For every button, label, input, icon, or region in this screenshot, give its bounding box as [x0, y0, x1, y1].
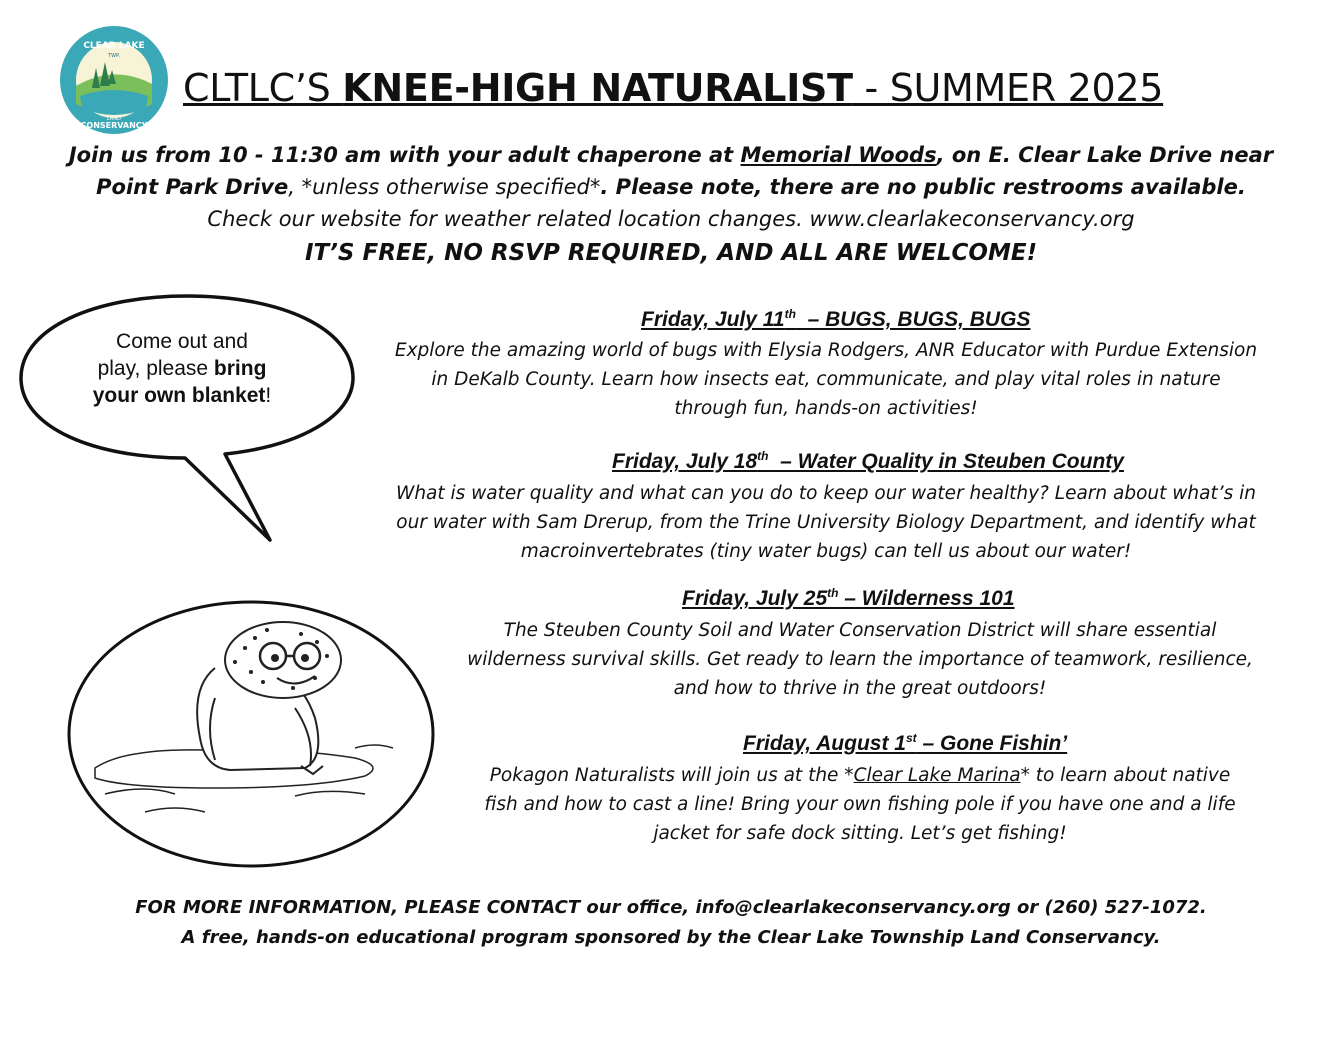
contact-line: FOR MORE INFORMATION, PLEASE CONTACT our office, info@clearlakeconservancy.org or (260) 527-1072. [135, 897, 1207, 918]
welcome-line: IT’S FREE, NO RSVP REQUIRED, AND ALL ARE WELCOME! [304, 240, 1038, 266]
bubble-line-2 [62, 355, 302, 382]
speech-bubble [15, 288, 360, 548]
event-1-line: in DeKalb County. Learn how insects eat, communicate, and play vital roles in nature [431, 369, 1221, 390]
logo-top-text: CLEAR LAKE [83, 41, 145, 51]
logo-land-text: LAND [107, 116, 121, 122]
event-3-title: – Wilderness 101 [838, 587, 1015, 610]
event-3-line: The Steuben County Soil and Water Conservation District will share essential [503, 620, 1217, 641]
bubble-line-3 [62, 382, 302, 409]
event-1-date-suffix: th [784, 307, 796, 321]
event-4-line: fish and how to cast a line! Bring your own fishing pole if you have one and a life [484, 794, 1236, 815]
bubble-line-3b: ! [265, 384, 272, 407]
event-4-line: jacket for safe dock sitting. Let’s get fishing! [653, 823, 1067, 844]
event-2-line: macroinvertebrates (tiny water bugs) can tell us about our water! [520, 541, 1132, 562]
title-suffix: - SUMMER 2025 [852, 66, 1164, 110]
event-4-line-1b: * to learn about native [1020, 765, 1231, 786]
bubble-line-1: Come out and [116, 330, 248, 353]
event-2-title: – Water Quality in Steuben County [768, 450, 1124, 473]
event-1-line: Explore the amazing world of bugs with Elysia Rodgers, ANR Educator with Purdue Extension [394, 340, 1258, 361]
event-2-date-suffix: th [757, 449, 769, 463]
event-3-description [440, 616, 1280, 703]
intro-line-2c: . Please note, there are no public restrooms available. [600, 175, 1246, 199]
event-1-description [372, 336, 1280, 423]
event-1-heading [641, 307, 1030, 332]
frog-illustration [65, 598, 437, 870]
intro-line-2a: Point Park Drive [96, 175, 289, 199]
clear-lake-marina-link: Clear Lake Marina [853, 765, 1021, 786]
event-3-line: wilderness survival skills. Get ready to learn the importance of teamwork, resilience, [467, 649, 1253, 670]
event-2-line: What is water quality and what can you do to keep our water healthy? Learn about what’s in [396, 483, 1256, 504]
clear-lake-conservancy-logo [58, 24, 170, 136]
title-prefix: CLTLC’S [183, 66, 343, 110]
memorial-woods-link: Memorial Woods [740, 143, 937, 167]
bubble-line-2a: play, please [97, 357, 214, 380]
sponsor-line: A free, hands-on educational program sponsored by the Clear Lake Township Land Conservancy. [181, 927, 1161, 948]
event-3-date: Friday, July 25 [682, 587, 828, 610]
event-4-line [440, 761, 1280, 790]
event-1-title: – BUGS, BUGS, BUGS [795, 308, 1031, 331]
event-4-date-suffix: st [905, 731, 917, 745]
intro-line-3: Check our website for weather related location changes. www.clearlakeconservancy.org [207, 207, 1135, 231]
event-1-line: through fun, hands-on activities! [674, 398, 978, 419]
event-3-heading [682, 586, 1015, 611]
event-3-date-suffix: th [827, 586, 839, 600]
event-4-heading [743, 731, 1067, 756]
logo-bottom-text: CONSERVANCY [80, 121, 148, 130]
event-4-title: – Gone Fishin’ [916, 732, 1068, 755]
intro-line-1 [40, 139, 1302, 171]
intro-line-1b: , on E. Clear Lake Drive near [936, 143, 1274, 167]
event-2-description [372, 479, 1280, 566]
event-2-line: our water with Sam Drerup, from the Trine University Biology Department, and identify what [396, 512, 1256, 533]
event-3-line: and how to thrive in the great outdoors! [673, 678, 1047, 699]
event-2-heading [612, 449, 1124, 474]
event-4-date: Friday, August 1 [743, 732, 906, 755]
event-4-description [440, 761, 1280, 848]
bubble-line-2b: bring [213, 357, 267, 380]
intro-line-2b: , *unless otherwise specified* [288, 175, 601, 199]
page-title [183, 66, 1163, 110]
intro-line-2 [40, 171, 1302, 203]
event-1-date: Friday, July 11 [641, 308, 785, 331]
logo-sub-text: TWP. [108, 53, 120, 59]
intro-line-1a: Join us from 10 - 11:30 am with your adult chaperone at [68, 143, 741, 167]
bubble-line-3a: your own blanket [92, 384, 266, 407]
event-4-line-1a: Pokagon Naturalists will join us at the * [489, 765, 854, 786]
bubble-text [62, 328, 302, 409]
title-bold: KNEE-HIGH NATURALIST [342, 66, 853, 110]
event-2-date: Friday, July 18 [612, 450, 758, 473]
